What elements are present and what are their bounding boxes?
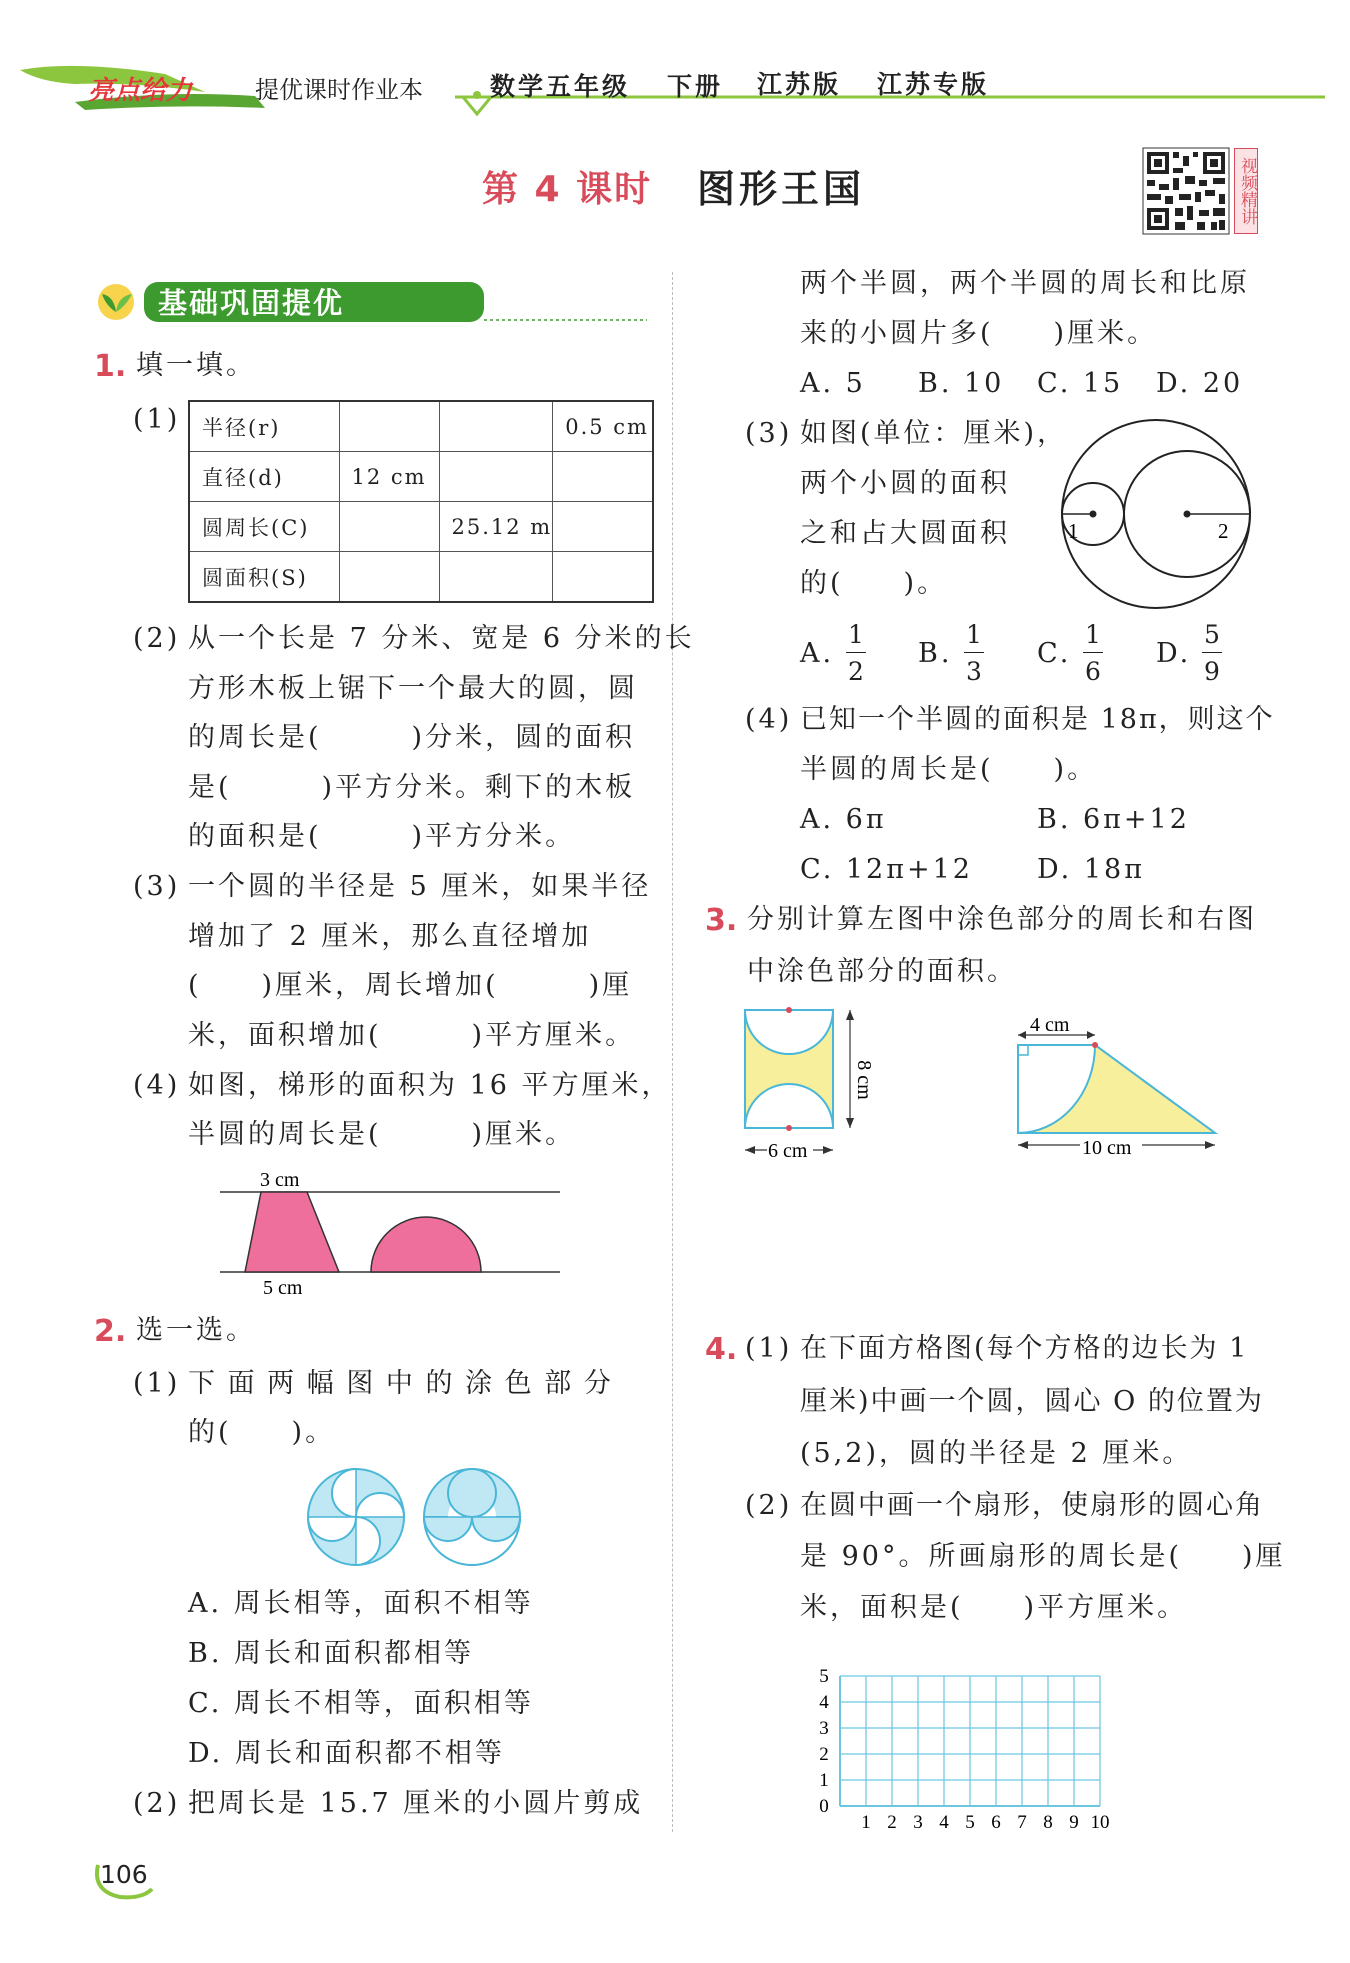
q1-p1-label: (1)	[133, 404, 181, 435]
table-row-header: 半径(r)	[189, 401, 339, 452]
table-row-header: 圆面积(S)	[189, 552, 339, 603]
q2-p3-label: (3)	[745, 418, 793, 449]
q2-p3-option-fraction: $\frac{1}{3}$	[966, 620, 982, 686]
q1-p2-line: 方形木板上锯下一个最大的圆，圆	[188, 673, 638, 704]
q2-p2-label: (2)	[133, 1788, 181, 1819]
q1-p2-line: 的面积是( )平方分米。	[188, 821, 576, 852]
q2-p3-line: 的( )。	[800, 568, 948, 599]
y-tick-label: 1	[819, 1770, 829, 1791]
q1-p4-label: (4)	[133, 1070, 181, 1101]
q2-p4-option: B. 6π+12	[1037, 804, 1190, 835]
three-circles-figure	[424, 1469, 520, 1565]
q2-p3-option-fraction: $\frac{1}{2}$	[848, 620, 864, 686]
x-tick-label: 7	[1017, 1812, 1027, 1833]
table-cell[interactable]	[553, 452, 653, 502]
pinwheel-circle	[308, 1469, 404, 1565]
q4-p1-line: 在下面方格图(每个方格的边长为 1	[800, 1333, 1249, 1364]
q1-p3-label: (3)	[133, 871, 181, 902]
q2-p4-option: C. 12π+12	[800, 854, 973, 885]
table-row	[189, 502, 653, 552]
q1-p2-line: 从一个长是 7 分米、宽是 6 分米的长	[188, 623, 695, 654]
table-cell[interactable]	[439, 452, 553, 502]
right-top-label: 4 cm	[1030, 1014, 1070, 1036]
q2-p4-line: 半圆的周长是( )。	[800, 754, 1098, 785]
table-cell[interactable]	[553, 502, 653, 552]
q2-p1-label: (1)	[133, 1368, 181, 1399]
q1-number: 1.	[94, 349, 127, 384]
y-tick-label: 5	[819, 1666, 829, 1687]
q2-p3-line: 两个小圆的面积	[800, 468, 1010, 499]
q1-p3-line: 米，面积增加( )平方厘米。	[188, 1020, 636, 1051]
column-divider	[672, 272, 673, 1832]
series-name: 提优课时作业本	[255, 76, 423, 104]
q2-p4-label: (4)	[745, 704, 793, 735]
q2-p1-option: A. 周长相等，面积不相等	[188, 1588, 534, 1619]
q1-text: 填一填。	[136, 350, 256, 381]
q1-p3-line: 一个圆的半径是 5 厘米，如果半径	[188, 871, 652, 902]
rectangle-semicircles-figure	[740, 1000, 875, 1170]
y-tick-label: 2	[819, 1744, 829, 1765]
q2-number: 2.	[94, 1314, 127, 1349]
header-volume: 下册	[667, 72, 724, 101]
right-bottom-label: 10 cm	[1082, 1137, 1132, 1159]
q2-p2-option: B. 10	[918, 368, 1005, 399]
q2-p2-option: C. 15	[1037, 368, 1124, 399]
header-subject: 数学五年级	[490, 72, 631, 101]
qr-label: 视频精讲	[1234, 148, 1258, 234]
q4-p2-label: (2)	[745, 1490, 793, 1521]
q4-number: 4.	[705, 1332, 738, 1367]
q2-p2-option: D. 20	[1156, 368, 1244, 399]
q4-p1-line: 厘米)中画一个圆，圆心 O 的位置为	[800, 1386, 1264, 1417]
x-tick-label: 1	[861, 1812, 871, 1833]
q1-p2-line: 是( )平方分米。剩下的木板	[188, 772, 636, 803]
q4-p2-line: 在圆中画一个扇形，使扇形的圆心角	[800, 1490, 1264, 1521]
x-tick-label: 5	[965, 1812, 975, 1833]
table-cell[interactable]	[553, 552, 653, 603]
table-row-header: 直径(d)	[189, 452, 339, 502]
table-cell: 25.12 m	[439, 502, 553, 552]
q1-p3-line: 增加了 2 厘米，那么直径增加	[188, 921, 592, 952]
q2-p2-line: 把周长是 15.7 厘米的小圆片剪成	[188, 1788, 644, 1819]
q2-p2-line: 来的小圆片多( )厘米。	[800, 318, 1158, 349]
q2-p3-option-letter: D.	[1156, 638, 1192, 669]
q1-p4-line: 如图，梯形的面积为 16 平方厘米，	[188, 1070, 672, 1101]
q2-p4-option: D. 18π	[1037, 854, 1145, 885]
pinwheel-circles-figure	[300, 1465, 530, 1571]
table-cell[interactable]	[439, 401, 553, 452]
table-row	[189, 552, 653, 603]
trapezoid-top-label: 3 cm	[260, 1169, 300, 1191]
brand-logo: 亮点给力	[88, 76, 193, 106]
q2-text: 选一选。	[136, 1315, 256, 1346]
table-cell: 12 cm	[339, 452, 439, 502]
table-cell[interactable]	[339, 552, 439, 603]
left-width-label: 6 cm	[768, 1140, 808, 1162]
table-cell[interactable]	[439, 552, 553, 603]
trapezoid-semicircle-figure	[215, 1168, 565, 1300]
q4-p2-line: 米，面积是( )平方厘米。	[800, 1592, 1188, 1623]
section-title: 基础巩固提优	[158, 286, 345, 320]
table-cell[interactable]	[339, 502, 439, 552]
table-row-header: 圆周长(C)	[189, 502, 339, 552]
q2-p2-option: A. 5	[800, 368, 866, 399]
q1-p2-label: (2)	[133, 623, 181, 654]
q2-p3-option-letter: A.	[800, 638, 835, 669]
q2-p1-option: D. 周长和面积都不相等	[188, 1738, 505, 1769]
trapezoid-quarter-circle-figure	[1010, 1015, 1235, 1165]
q4-p1-label: (1)	[745, 1333, 793, 1364]
table-row	[189, 452, 653, 502]
lesson-number: 第 4 课时	[482, 169, 653, 210]
table-row	[189, 401, 653, 452]
x-tick-label: 9	[1069, 1812, 1079, 1833]
small-radius-label: 1	[1068, 519, 1079, 543]
x-tick-label: 6	[991, 1812, 1001, 1833]
x-tick-label: 8	[1043, 1812, 1053, 1833]
q2-p3-line: 之和占大圆面积	[800, 518, 1010, 549]
x-tick-label: 0	[819, 1796, 829, 1817]
q2-p3-option-fraction: $\frac{5}{9}$	[1204, 620, 1220, 686]
left-height-label: 8 cm	[853, 1060, 875, 1100]
q2-p1-option: C. 周长不相等，面积相等	[188, 1688, 534, 1719]
q2-p4-option: A. 6π	[800, 804, 887, 835]
header-region: 江苏专版	[877, 70, 990, 99]
square-grid[interactable]	[810, 1628, 1190, 1838]
q2-p1-line: 的( )。	[188, 1417, 336, 1448]
table-cell[interactable]	[339, 401, 439, 452]
header-edition: 江苏版	[757, 70, 842, 99]
q2-p3-option-letter: B.	[918, 638, 953, 669]
table-cell: 0.5 cm	[553, 401, 653, 452]
q2-p1-line: 下 面 两 幅 图 中 的 涂 色 部 分	[188, 1368, 613, 1399]
page-number: 106	[100, 1860, 148, 1889]
trapezoid-shape	[245, 1192, 339, 1272]
mid-radius-label: 2	[1218, 519, 1229, 543]
q2-p4-line: 已知一个半圆的面积是 18π，则这个	[800, 704, 1275, 735]
q1-fill-table	[188, 400, 654, 603]
semicircle-shape	[371, 1217, 481, 1272]
q2-p3-option-fraction: $\frac{1}{6}$	[1085, 620, 1101, 686]
q3-line: 中涂色部分的面积。	[747, 956, 1017, 987]
trapezoid-bottom-label: 5 cm	[263, 1277, 303, 1299]
x-tick-label: 10	[1090, 1812, 1110, 1833]
q2-p1-option: B. 周长和面积都相等	[188, 1638, 475, 1669]
x-tick-label: 2	[887, 1812, 897, 1833]
q2-p3-option-letter: C.	[1037, 638, 1072, 669]
lesson-title: 图形王国	[697, 167, 866, 211]
q2-p2-line: 两个半圆，两个半圆的周长和比原	[800, 268, 1250, 299]
x-tick-label: 4	[939, 1812, 949, 1833]
q3-line: 分别计算左图中涂色部分的周长和右图	[747, 904, 1257, 935]
nested-circles-figure	[1052, 410, 1262, 610]
x-tick-label: 3	[913, 1812, 923, 1833]
q2-p3-line: 如图(单位：厘米)，	[800, 418, 1068, 449]
y-tick-label: 4	[819, 1692, 829, 1713]
q4-p2-line: 是 90°。所画扇形的周长是( )厘	[800, 1541, 1286, 1572]
q3-number: 3.	[705, 903, 738, 938]
q4-p1-line: (5,2)，圆的半径是 2 厘米。	[800, 1438, 1193, 1469]
q1-p3-line: ( )厘米，周长增加( )厘	[188, 970, 633, 1001]
qr-code	[1143, 148, 1233, 234]
q1-p2-line: 的周长是( )分米，圆的面积	[188, 722, 636, 753]
q1-p4-line: 半圆的周长是( )厘米。	[188, 1119, 576, 1150]
y-tick-label: 3	[819, 1718, 829, 1739]
